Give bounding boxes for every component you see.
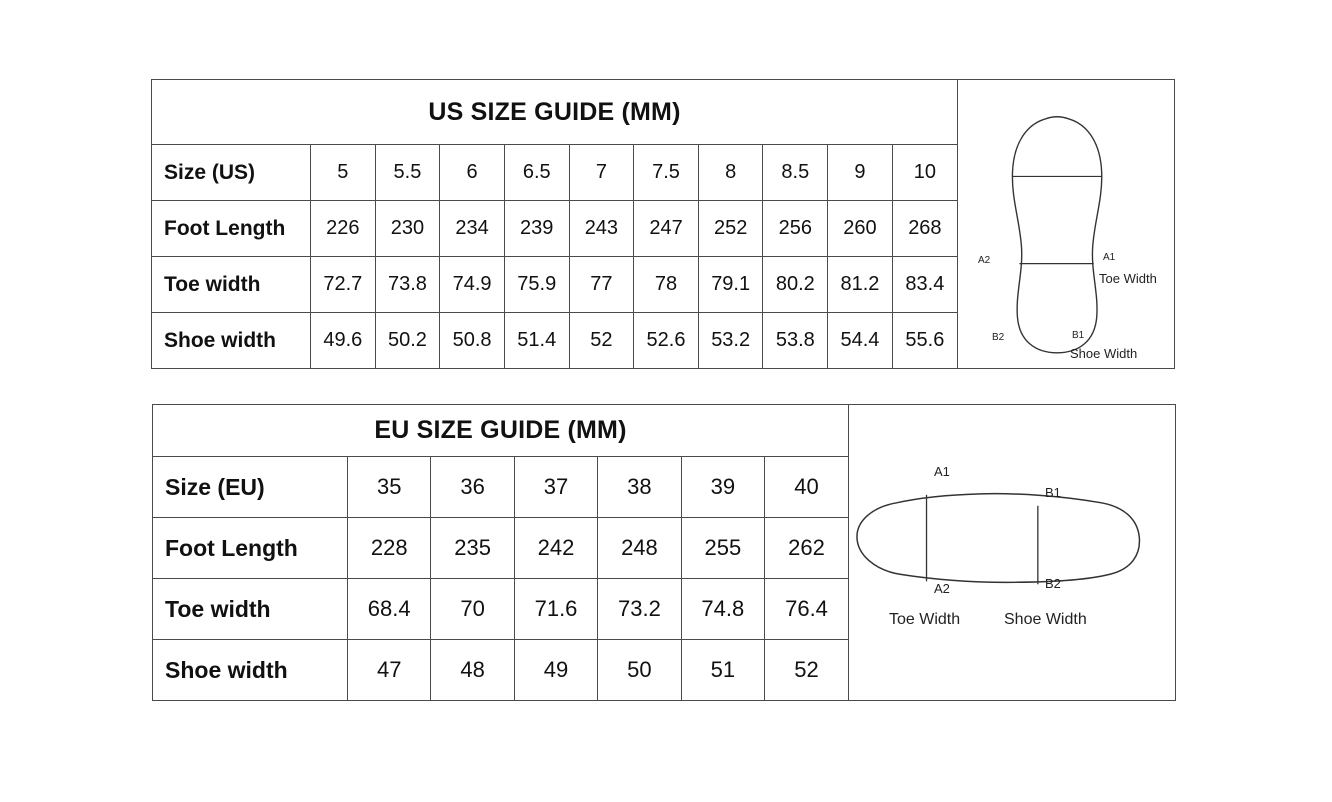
- eu-label-toe-width: Toe Width: [889, 611, 961, 628]
- us-cell: 247: [634, 201, 699, 257]
- us-cell: 252: [698, 201, 763, 257]
- us-label-a2: A2: [978, 255, 991, 266]
- eu-table-side: [153, 405, 849, 700]
- eu-cell: 39: [681, 457, 764, 518]
- eu-diagram-side: [849, 405, 1175, 700]
- us-cell: 54.4: [828, 313, 893, 369]
- eu-row-label-toe-width: Toe width: [153, 579, 348, 640]
- us-cell: 268: [892, 201, 957, 257]
- table-row: [152, 313, 957, 369]
- eu-cell: 242: [514, 518, 597, 579]
- us-cell: 50.2: [375, 313, 440, 369]
- us-cell: 7: [569, 145, 634, 201]
- us-cell: 8: [698, 145, 763, 201]
- eu-label-shoe-width: Shoe Width: [1004, 611, 1087, 628]
- eu-cell: 37: [514, 457, 597, 518]
- table-row: [153, 579, 848, 640]
- us-cell: 72.7: [311, 257, 376, 313]
- eu-cell: 47: [348, 640, 431, 701]
- us-label-b1: B1: [1072, 330, 1085, 341]
- eu-cell: 248: [598, 518, 681, 579]
- us-cell: 243: [569, 201, 634, 257]
- eu-label-a2: A2: [934, 581, 950, 596]
- us-cell: 50.8: [440, 313, 505, 369]
- eu-cell: 235: [431, 518, 514, 579]
- us-diagram-side: [958, 80, 1174, 368]
- us-row-label-foot-length: Foot Length: [152, 201, 311, 257]
- us-cell: 256: [763, 201, 828, 257]
- eu-cell: 49: [514, 640, 597, 701]
- eu-cell: 40: [765, 457, 848, 518]
- table-row: [153, 518, 848, 579]
- eu-cell: 70: [431, 579, 514, 640]
- eu-label-b2: B2: [1045, 576, 1061, 591]
- us-cell: 6: [440, 145, 505, 201]
- eu-cell: 68.4: [348, 579, 431, 640]
- eu-cell: 50: [598, 640, 681, 701]
- us-row-label-size: Size (US): [152, 145, 311, 201]
- eu-cell: 74.8: [681, 579, 764, 640]
- us-cell: 80.2: [763, 257, 828, 313]
- us-cell: 55.6: [905, 329, 945, 351]
- eu-guide-title: EU SIZE GUIDE (MM): [153, 405, 848, 457]
- us-cell: 49.6: [311, 313, 376, 369]
- us-cell: 51.4: [504, 313, 569, 369]
- eu-cell: 35: [348, 457, 431, 518]
- us-cell: 83.4: [892, 257, 957, 313]
- us-cell: 53.8: [763, 313, 828, 369]
- us-cell: 7.5: [634, 145, 699, 201]
- eu-row-label-shoe-width: Shoe width: [153, 640, 348, 701]
- us-label-b2: B2: [992, 332, 1005, 343]
- shoe-sole-diagram-icon: [958, 80, 1174, 368]
- eu-cell: 71.6: [514, 579, 597, 640]
- table-row: [152, 201, 957, 257]
- table-row: [153, 640, 848, 701]
- eu-cell: 255: [681, 518, 764, 579]
- us-cell: 5: [311, 145, 376, 201]
- eu-size-guide-block: [152, 404, 1176, 701]
- eu-cell: 228: [348, 518, 431, 579]
- table-row: [152, 257, 957, 313]
- eu-cell: 51: [681, 640, 764, 701]
- us-cell: 260: [828, 201, 893, 257]
- us-label-shoe-width: Shoe Width: [1070, 346, 1138, 361]
- us-label-toe-width: Toe Width: [1099, 271, 1157, 286]
- us-cell: 79.1: [698, 257, 763, 313]
- us-cell: 75.9: [504, 257, 569, 313]
- eu-cell: 73.2: [598, 579, 681, 640]
- eu-label-a1: A1: [934, 464, 950, 479]
- us-row-label-toe-width: Toe width: [152, 257, 311, 313]
- us-cell: 53.2: [698, 313, 763, 369]
- us-cell: 239: [504, 201, 569, 257]
- us-label-a1: A1: [1103, 252, 1116, 263]
- table-row: [152, 145, 957, 201]
- us-size-guide-block: [151, 79, 1175, 369]
- eu-cell: 262: [765, 518, 848, 579]
- us-cell: 226: [311, 201, 376, 257]
- us-cell: 9: [828, 145, 893, 201]
- eu-size-table: [153, 457, 848, 700]
- eu-cell: 48: [431, 640, 514, 701]
- us-cell: 8.5: [763, 145, 828, 201]
- us-cell: 77: [569, 257, 634, 313]
- us-cell: 230: [375, 201, 440, 257]
- us-cell: 52: [569, 313, 634, 369]
- table-row: [153, 457, 848, 518]
- eu-row-label-foot-length: Foot Length: [153, 518, 348, 579]
- us-cell: 78: [634, 257, 699, 313]
- us-cell: 234: [440, 201, 505, 257]
- eu-cell: 76.4: [765, 579, 848, 640]
- us-cell: 81.2: [828, 257, 893, 313]
- us-guide-title: US SIZE GUIDE (MM): [152, 80, 957, 145]
- us-cell: 6.5: [504, 145, 569, 201]
- eu-cell: 52: [794, 657, 819, 682]
- eu-label-b1: B1: [1045, 485, 1061, 500]
- us-cell: 74.9: [440, 257, 505, 313]
- eu-row-label-size: Size (EU): [153, 457, 348, 518]
- us-cell: 10: [892, 145, 957, 201]
- us-row-label-shoe-width: Shoe width: [152, 313, 311, 369]
- eu-cell: 38: [598, 457, 681, 518]
- shoe-sole-diagram-icon: [849, 405, 1175, 700]
- us-cell: 5.5: [375, 145, 440, 201]
- us-table-side: [152, 80, 958, 368]
- us-cell: 73.8: [375, 257, 440, 313]
- us-cell: 52.6: [634, 313, 699, 369]
- eu-cell: 36: [431, 457, 514, 518]
- us-size-table: [152, 145, 957, 368]
